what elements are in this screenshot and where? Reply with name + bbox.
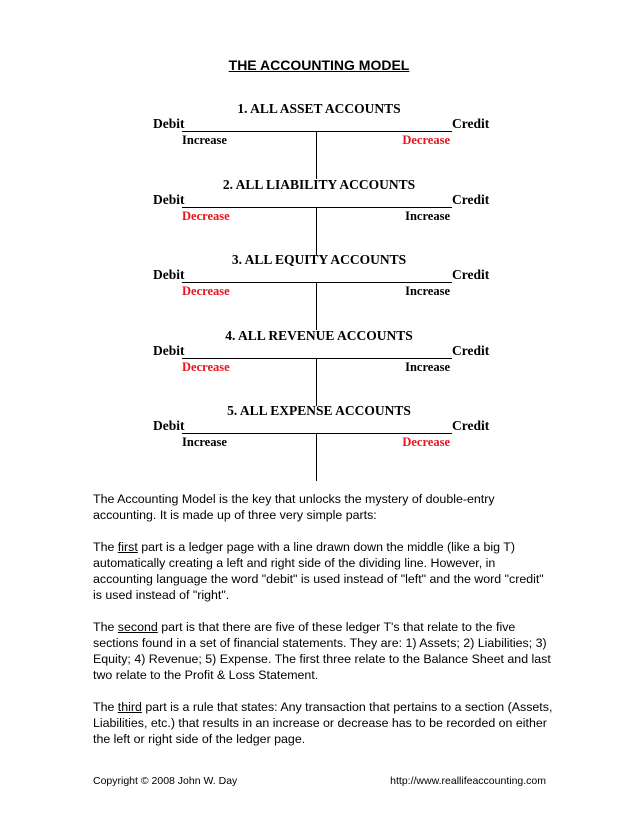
paragraph-lead: The bbox=[93, 540, 118, 554]
t-account-title: 5. ALL EXPENSE ACCOUNTS bbox=[227, 403, 411, 418]
document-title: THE ACCOUNTING MODEL bbox=[228, 57, 410, 73]
t-account-revenue bbox=[0, 328, 638, 398]
left-side-label: Decrease bbox=[182, 360, 230, 374]
right-side-label: Increase bbox=[405, 360, 450, 374]
debit-label: Debit bbox=[153, 343, 185, 358]
t-horizontal-line bbox=[182, 131, 452, 132]
t-vertical-line bbox=[316, 283, 317, 330]
right-side-label: Decrease bbox=[402, 133, 450, 147]
credit-label: Credit bbox=[452, 267, 490, 282]
t-vertical-line bbox=[316, 208, 317, 255]
footer-copyright: Copyright © 2008 John W. Day bbox=[93, 775, 238, 787]
third-part-paragraph bbox=[93, 699, 553, 747]
t-account-title: 3. ALL EQUITY ACCOUNTS bbox=[231, 252, 407, 267]
paragraph-body: part is a rule that states: Any transaction that pertains to a section (Assets, Liabilities, etc.) that results in an increase or decrease has to be recorded on either the left or right side of the ledger page. bbox=[93, 700, 553, 746]
t-account-liabilities bbox=[0, 177, 638, 247]
footer-url: http://www.reallifeaccounting.com bbox=[390, 775, 546, 787]
t-account-assets bbox=[0, 101, 638, 171]
left-side-label: Decrease bbox=[182, 209, 230, 223]
debit-label: Debit bbox=[153, 418, 185, 433]
credit-label: Credit bbox=[452, 418, 490, 433]
intro-paragraph: The Accounting Model is the key that unlocks the mystery of double-entry accounting. It is made up of three very simple parts: bbox=[93, 492, 495, 522]
t-account-expense bbox=[0, 403, 638, 473]
emphasis-first: first bbox=[117, 540, 138, 554]
debit-label: Debit bbox=[153, 267, 185, 282]
t-vertical-line bbox=[316, 359, 317, 406]
explanation-text bbox=[93, 491, 553, 763]
t-account-title: 2. ALL LIABILITY ACCOUNTS bbox=[222, 177, 416, 192]
t-vertical-line bbox=[316, 132, 317, 179]
left-side-label: Increase bbox=[182, 435, 227, 449]
paragraph-body: part is a ledger page with a line drawn down the middle (like a big T) automatically creating a left and right side of the dividing line. However, in accounting language the word "debit" is used instead of "left" and the word "credit" is used instead of "right". bbox=[93, 540, 544, 602]
emphasis-second: second bbox=[117, 620, 158, 634]
paragraph-lead: The bbox=[93, 620, 118, 634]
first-part-paragraph bbox=[93, 539, 553, 603]
paragraph-body: part is that there are five of these ledger T's that relate to the five sections found in a set of financial statements. They are: 1) Assets; 2) Liabilities; 3) Equity; 4) Revenue; 5) Expense. The first three relate to the Balance Sheet and last two relate to the Profit & Loss Statement. bbox=[93, 620, 551, 682]
credit-label: Credit bbox=[452, 343, 490, 358]
t-account-title: 1. ALL ASSET ACCOUNTS bbox=[237, 101, 401, 116]
t-account-title: 4. ALL REVENUE ACCOUNTS bbox=[225, 328, 413, 343]
credit-label: Credit bbox=[452, 116, 490, 131]
debit-label: Debit bbox=[153, 192, 185, 207]
t-vertical-line bbox=[316, 434, 317, 481]
credit-label: Credit bbox=[452, 192, 490, 207]
emphasis-third: third bbox=[117, 700, 142, 714]
t-horizontal-line bbox=[182, 207, 452, 208]
paragraph-lead: The bbox=[93, 700, 118, 714]
right-side-label: Decrease bbox=[402, 435, 450, 449]
t-horizontal-line bbox=[182, 282, 452, 283]
right-side-label: Increase bbox=[405, 209, 450, 223]
t-horizontal-line bbox=[182, 358, 452, 359]
debit-label: Debit bbox=[153, 116, 185, 131]
t-account-equity bbox=[0, 252, 638, 322]
right-side-label: Increase bbox=[405, 284, 450, 298]
t-horizontal-line bbox=[182, 433, 452, 434]
left-side-label: Increase bbox=[182, 133, 227, 147]
left-side-label: Decrease bbox=[182, 284, 230, 298]
second-part-paragraph bbox=[93, 619, 553, 683]
